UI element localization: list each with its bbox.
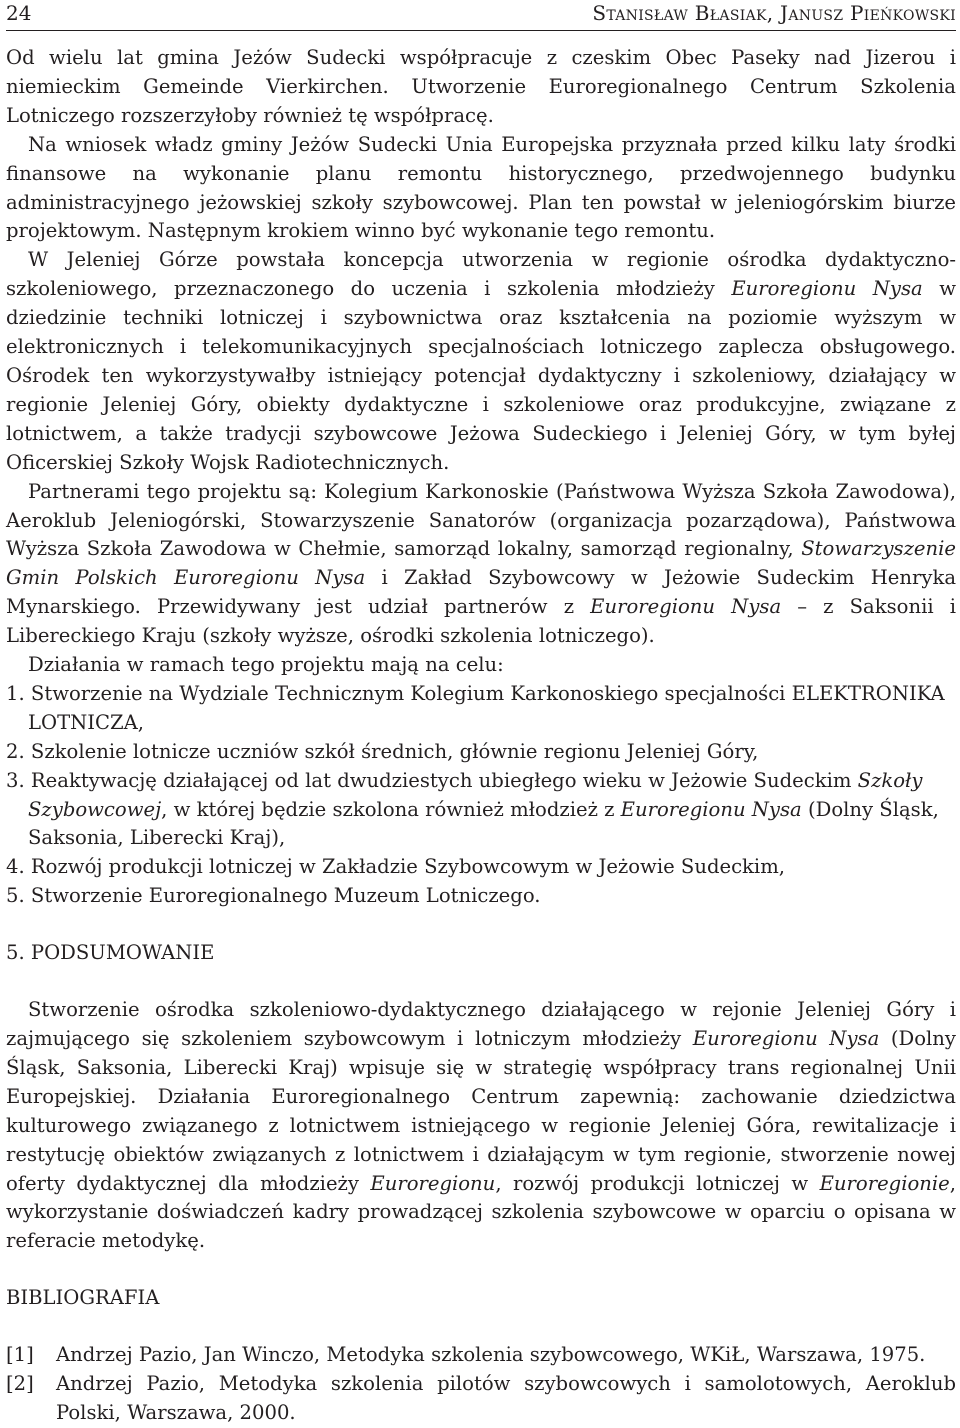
paragraph-partners: Partnerami tego projektu są: Kolegium Karkonoskie (Państwowa Wyższa Szkoła Zawodowa), Aeroklub Jeleniogórski, Stowarzyszenie Sanatorów (organizacja pozarządowa), Państwowa Wyższa Szkoła Zawodowa w Chełmie, samorząd lokalny, samorząd regionalny, Stowarzyszenie Gmin Polskich Euroregionu Nysa i Zakład Szybowcowy w Jeżowie Sudeckim Henryka Mynarskiego. Przewidywany jest udział partnerów z Euroregionu Nysa – z Saksonii i Libereckiego Kraju (szkoły wyższe, ośrodki szkolenia lotniczego). [6,479,956,648]
reference-list [6,1341,956,1428]
page-header [6,0,956,31]
list-item: 2. Szkolenie lotnicze uczniów szkół średnich, głównie regionu Jeleniej Góry, [6,739,759,763]
list-item: 4. Rozwój produkcji lotniczej w Zakładzie Szybowcowym w Jeżowie Sudeckim, [6,855,786,879]
running-head-authors: Stanisław Błasiak, Janusz Pieńkowski [592,1,956,25]
reference-item [6,1370,956,1428]
paragraph-cooperation: Od wielu lat gmina Jeżów Sudecki współpracuje z czeskim Obec Paseky nad Jizerou i niemieckim Gemeinde Vierkirchen. Utworzenie Euroregionalnego Centrum Szkolenia Lotniczego rozszerzyłoby również tę współpracę. [6,46,956,127]
goals-list [6,680,956,911]
list-item: 3. Reaktywację działającej od lat dwudziestych ubiegłego wieku w Jeżowie Sudeckim Szkoły Szybowcowej, w której będzie szkolona również młodzież z Euroregionu Nysa (Dolny Śląsk, Saksonia, Liberecki Kraj), [6,768,939,850]
reference-number: [1] [6,1343,34,1367]
list-item: 5. Stworzenie Euroregionalnego Muzeum Lotniczego. [6,884,541,908]
article-body [6,44,956,1428]
paragraph-concept: W Jeleniej Górze powstała koncepcja utworzenia w regionie ośrodka dydaktyczno-szkoleniowego, przeznaczonego do uczenia i szkolenia młodzieży Euroregionu Nysa w dziedzinie techniki lotniczej i szybownictwa oraz kształcenia na poziomie wyższym w elektronicznych i telekomunikacyjnych specjalnościach lotniczego zaplecza obsługowego. Ośrodek ten wykorzystywałby istniejący potencjał dydaktyczny i szkoleniowy, działający w regionie Jeleniej Góry, obiekty dydaktyczne i szkoleniowe oraz produkcyjne, związane z lotnictwem, a także tradycji szybowcowe Jeżowa Sudeckiego i Jeleniej Góry, w tym byłej Oficerskiej Szkoły Wojsk Radiotechnicznych. [6,248,957,474]
reference-text: Andrzej Pazio, Metodyka szkolenia pilotów szybowcowych i samolotowych, Aeroklub Polski, Warszawa, 2000. [56,1372,956,1424]
section-heading-bibliography: BIBLIOGRAFIA [6,1286,160,1310]
paragraph-goals-intro: Działania w ramach tego projektu mają na celu: [28,653,504,677]
reference-item [6,1341,956,1370]
reference-number: [2] [6,1372,34,1396]
list-item: 1. Stworzenie na Wydziale Technicznym Kolegium Karkonoskiego specjalności ELEKTRONIKA LOTNICZA, [6,681,945,734]
page-number: 24 [6,1,32,25]
reference-text: Andrzej Pazio, Jan Winczo, Metodyka szkolenia szybowcowego, WKiŁ, Warszawa, 1975. [56,1343,926,1367]
paragraph-eu-funding: Na wniosek władz gminy Jeżów Sudecki Unia Europejska przyznała przed kilku laty środki finansowe na wykonanie planu remontu historycznego, przedwojennego budynku administracyjnego jeżowskiej szkoły szybowcowej. Plan ten powstał w jeleniogórskim biurze projektowym. Następnym krokiem winno być wykonanie tego remontu. [6,132,956,243]
paragraph-summary: Stworzenie ośrodka szkoleniowo-dydaktycznego działającego w rejonie Jeleniej Góry i zajmującego się szkoleniem szybowcowym i lotniczym młodzieży Euroregionu Nysa (Dolny Śląsk, Saksonia, Liberecki Kraj) wpisuje się w strategię współpracy trans regionalnej Unii Europejskiej. Działania Euroregionalnego Centrum zapewnią: zachowanie dziedzictwa kulturowego związanego z lotnictwem istniejącego w regionie Jeleniej Góra, rewitalizacje i restytucję obiektów związanych z lotnictwem i działającym w tym regionie, stworzenie nowej oferty dydaktycznej dla młodzieży Euroregionu, rozwój produkcji lotniczej w Euroregionie, wykorzystanie doświadczeń kadry prowadzącej szkolenia szybowcowe w oparciu o opisana w referacie metodykę. [6,998,956,1253]
section-heading-summary: 5. PODSUMOWANIE [6,941,215,965]
